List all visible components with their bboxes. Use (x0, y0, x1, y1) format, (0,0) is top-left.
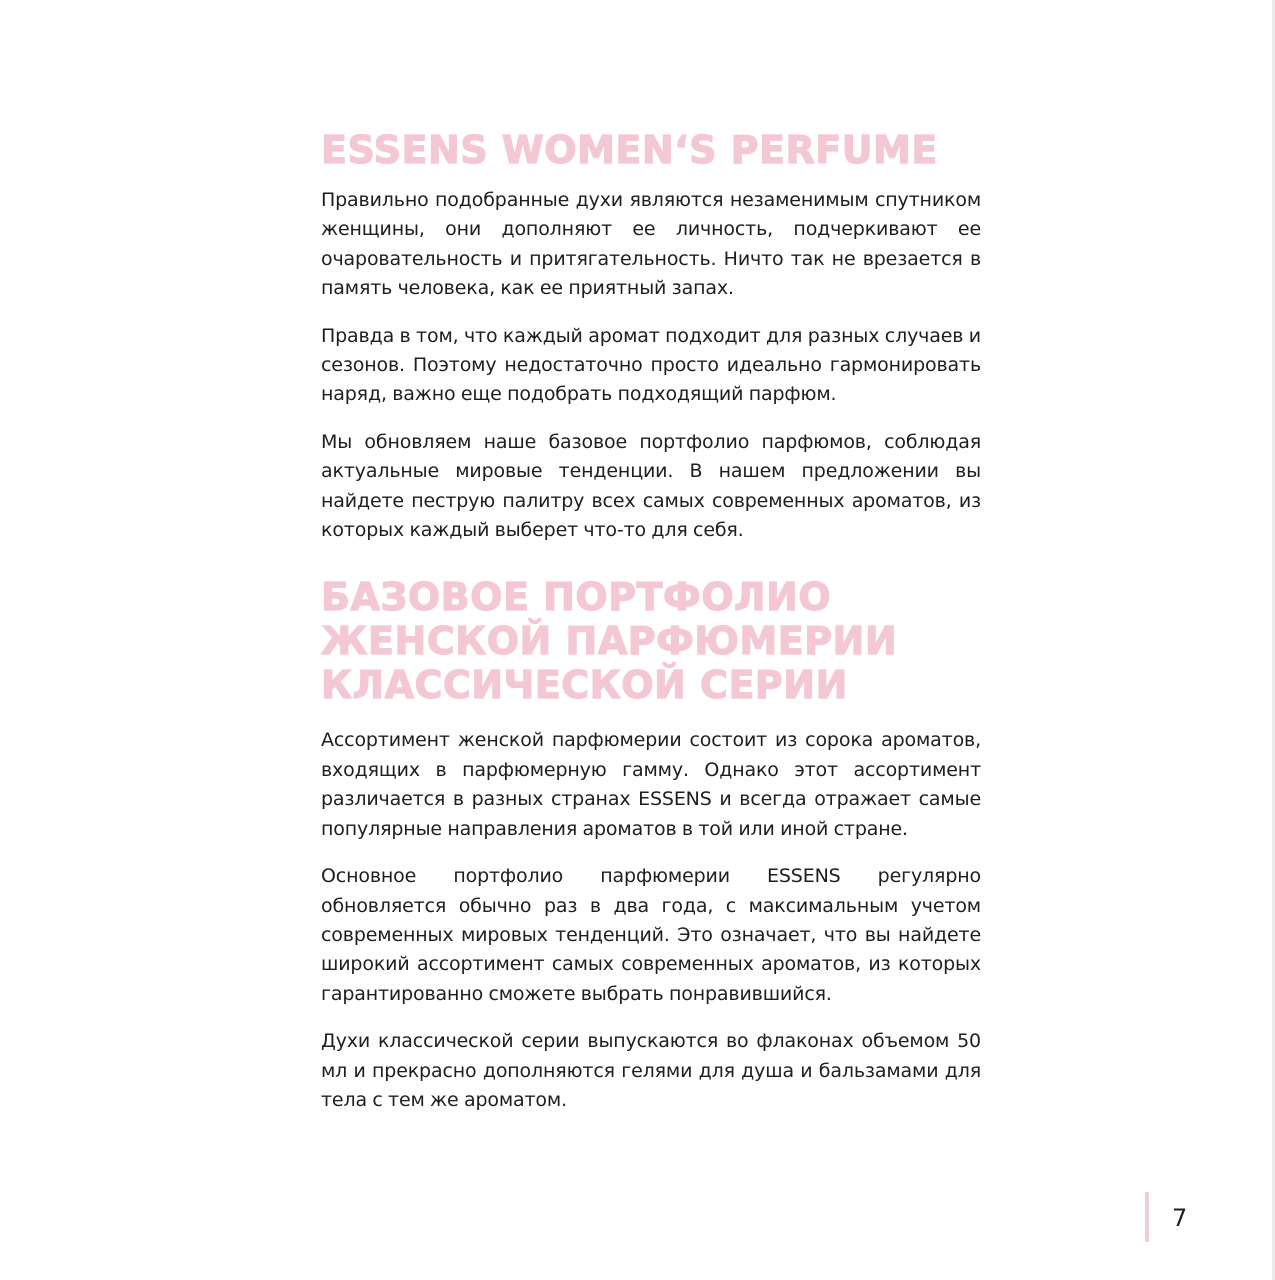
section-title-essens-womens-perfume: ESSENS WOMEN‘S PERFUME (321, 128, 938, 172)
page-content (321, 128, 981, 1133)
intro-paragraph-3: Мы обновляем наше базовое портфолио парфюмов, соблюдая актуальные мировые тенденции. В нашем предложении вы найдете пеструю палитру всех самых современных ароматов, из которых каждый выберет что-то для себя. (321, 430, 981, 542)
portfolio-paragraph-3: Духи классической серии выпускаются во флаконах объемом 50 мл и прекрасно дополняются гелями для душа и бальзамами для тела с тем же ароматом. (321, 1030, 981, 1111)
intro-paragraph-2: Правда в том, что каждый аромат подходит для разных случаев и сезонов. Поэтому недостаточно просто идеально гармонировать наряд, важно еще подобрать подходящий парфюм. (321, 324, 981, 406)
section-title-classic-portfolio (321, 575, 981, 707)
page-number: 7 (1172, 1204, 1188, 1232)
page-number-divider (1145, 1192, 1149, 1242)
portfolio-paragraph-1: Ассортимент женской парфюмерии состоит из сорока ароматов, входящих в парфюмерную гамму. Однако этот ассортимент различается в разных странах ESSENS и всегда отражает самые популярные направления ароматов в той или иной стране. (321, 729, 981, 840)
classic-portfolio-section (321, 575, 981, 1115)
section-title-line-1: БАЗОВОЕ ПОРТФОЛИО (321, 575, 832, 620)
section-title-line-3: КЛАССИЧЕСКОЙ СЕРИИ (321, 663, 848, 708)
portfolio-paragraph-2: Основное портфолио парфюмерии ESSENS регулярно обновляется обычно раз в два года, с максимальным учетом современных мировых тенденций. Это означает, что вы найдете широкий ассортимент самых современных ароматов, из которых гарантированно сможете выбрать понравившийся. (321, 865, 981, 1005)
intro-paragraph-1: Правильно подобранные духи являются незаменимым спутником женщины, они дополняют ее личность, подчеркивают ее очаровательность и притягательность. Ничто так не врезается в память человека, как ее приятный запах. (321, 189, 981, 300)
section-title-line-2: ЖЕНСКОЙ ПАРФЮМЕРИИ (321, 619, 898, 664)
perfume-intro-section (321, 128, 981, 545)
